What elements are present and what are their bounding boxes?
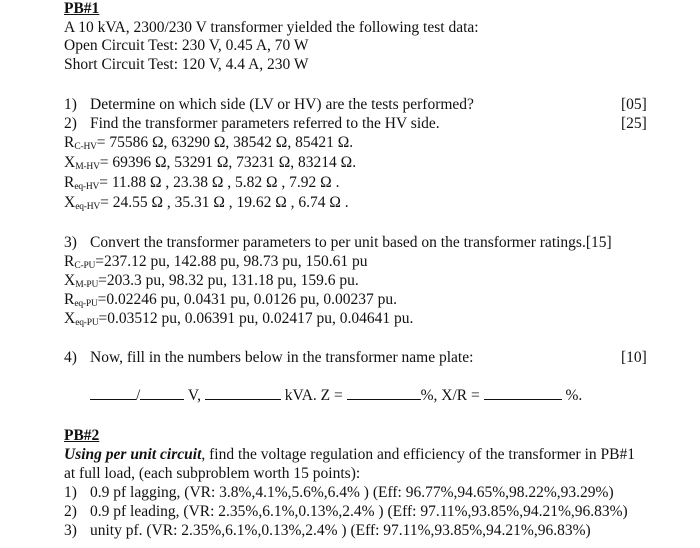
param-symbol: R [64,134,75,151]
equals-sign: = [95,253,104,270]
param-symbol: X [64,272,76,289]
question-2 [64,115,440,133]
question-4-number: 4) [64,349,77,366]
param-values: 24.55 Ω , 35.31 Ω , 19.62 Ω , 6.74 Ω . [112,194,349,211]
question-1 [64,96,474,114]
question-2-number: 2) [64,115,77,132]
pb2-item-1 [64,484,614,502]
equals-sign: = [100,194,113,211]
z-percent-blank[interactable] [347,387,421,400]
equals-sign: = [96,134,110,151]
pb1-heading: PB#1 [64,0,100,17]
equals-sign: = [98,272,107,289]
question-2-text: Find the transformer parameters referred to the HV side. [90,115,440,132]
pb2-item-text: unity pf. (VR: 2.35%,6.1%,0.13%,2.4% ) (Eff: 97.11%,93.85%,94.21%,96.83%) [90,522,591,539]
param-values: 11.88 Ω , 23.38 Ω , 5.82 Ω , 7.92 Ω . [111,174,340,191]
voltage-hv-blank[interactable] [90,387,136,400]
open-circuit-test: Open Circuit Test: 230 V, 0.45 A, 70 W [64,37,309,54]
xr-label: %, X/R = [420,387,480,404]
equals-sign: = [99,174,112,191]
pb2-heading: PB#2 [64,427,100,444]
param-symbol: R [64,291,75,308]
pb2-intro-line2: at full load, (each subproblem worth 15 points): [64,465,361,482]
answer-xm-pu [64,272,359,292]
nameplate-line [90,387,582,405]
param-subscript: C-PU [74,261,96,271]
param-subscript: eq-HV [74,182,100,192]
short-circuit-test: Short Circuit Test: 120 V, 4.4 A, 230 W [64,56,309,73]
question-4-points: [10] [621,349,647,366]
voltage-lv-blank[interactable] [140,387,184,400]
param-subscript: M-PU [75,280,99,290]
question-1-points: [05] [621,96,647,113]
param-subscript: eq-PU [75,318,99,328]
question-3-number: 3) [64,234,77,251]
equals-sign: = [97,291,107,308]
answer-xeq-hv [64,194,349,214]
kva-blank[interactable] [205,387,281,400]
question-4-text: Now, fill in the numbers below in the transformer name plate: [90,349,474,366]
param-values: 75586 Ω, 63290 Ω, 38542 Ω, 85421 Ω. [109,134,354,151]
param-subscript: C-HV [74,142,97,152]
pb2-item-number: 2) [64,503,77,520]
question-3 [64,234,612,252]
param-symbol: R [64,174,75,191]
param-values: 237.12 pu, 142.88 pu, 98.73 pu, 150.61 pu [103,253,368,270]
answer-req-hv [64,174,339,194]
param-symbol: R [64,253,75,270]
param-values: 203.3 pu, 98.32 pu, 131.18 pu, 159.6 pu. [106,272,359,289]
slash-text: / [136,387,141,404]
question-4 [64,349,473,367]
pb1-intro: A 10 kVA, 2300/230 V transformer yielded the following test data: [64,19,479,36]
percent-end: %. [565,387,583,404]
pb2-item-number: 1) [64,484,77,501]
pb2-item-number: 3) [64,522,77,539]
answer-xm-hv [64,154,356,174]
answer-rc-pu [64,253,367,273]
answer-rc-hv [64,134,353,154]
pb2-intro-rest: , find the voltage regulation and efficiency of the transformer in PB#1 [201,446,635,463]
pb2-intro-emphasis: Using per unit circuit [64,446,202,463]
question-1-number: 1) [64,96,77,113]
equals-sign: = [98,310,108,327]
param-values: 0.02246 pu, 0.0431 pu, 0.0126 pu, 0.00237 pu. [106,291,397,308]
param-subscript: M-HV [75,162,100,172]
kva-z-label: kVA. Z = [284,387,343,404]
answer-req-pu [64,291,397,311]
xr-blank[interactable] [484,387,562,400]
question-3-text: Convert the transformer parameters to per unit based on the transformer ratings.[15] [90,234,612,251]
pb2-item-2 [64,503,628,521]
param-symbol: X [64,194,76,211]
param-subscript: eq-HV [75,202,101,212]
answer-xeq-pu [64,310,413,330]
param-values: 69396 Ω, 53291 Ω, 73231 Ω, 83214 Ω. [112,154,357,171]
param-subscript: eq-PU [74,299,98,309]
pb2-intro [64,446,635,464]
param-values: 0.03512 pu, 0.06391 pu, 0.02417 pu, 0.04641 pu. [107,310,414,327]
volts-unit: V, [187,387,201,404]
pb2-item-text: 0.9 pf lagging, (VR: 3.8%,4.1%,5.6%,6.4% ) (Eff: 96.77%,94.65%,98.22%,93.29%) [90,484,614,501]
param-symbol: X [64,310,76,327]
question-1-text: Determine on which side (LV or HV) are the tests performed? [90,96,474,113]
pb2-item-text: 0.9 pf leading, (VR: 2.35%,6.1%,0.13%,2.4% ) (Eff: 97.11%,93.85%,94.21%,96.83%) [90,503,628,520]
param-symbol: X [64,154,76,171]
pb2-item-3 [64,522,591,540]
question-2-points: [25] [621,115,647,132]
equals-sign: = [99,154,113,171]
